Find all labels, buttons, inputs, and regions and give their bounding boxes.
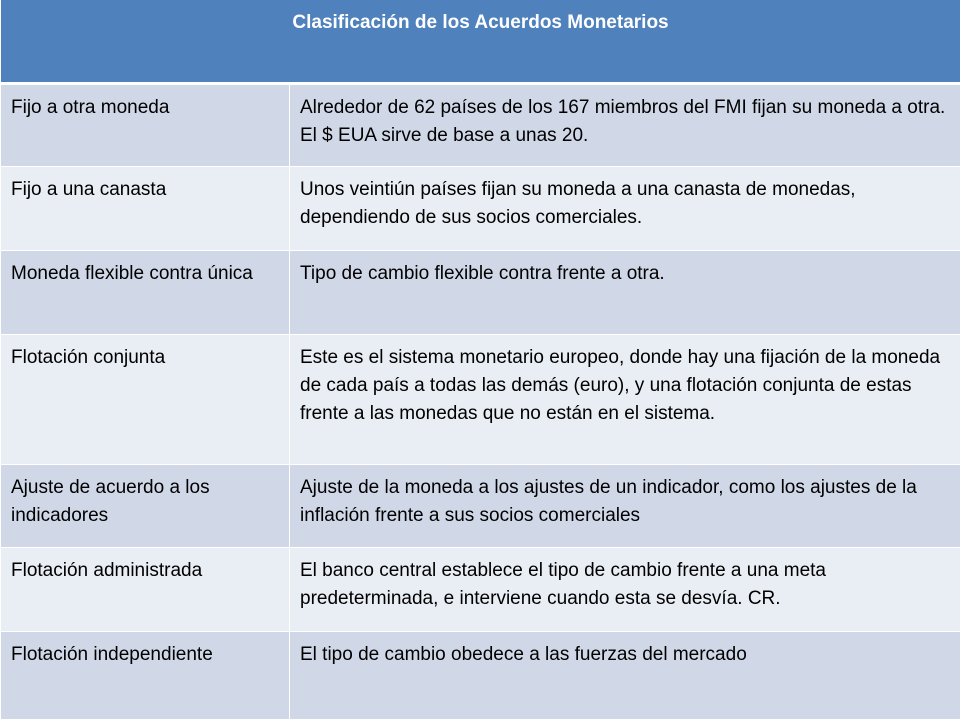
arrangement-description: Ajuste de la moneda a los ajustes de un indicador, como los ajustes de la inflación frente a sus socios comerciales	[290, 464, 960, 548]
table-row	[1, 548, 960, 632]
table-row	[1, 84, 960, 167]
arrangement-description: El banco central establece el tipo de cambio frente a una meta predeterminada, e interviene cuando esta se desvía. CR.	[290, 548, 960, 632]
table-title: Clasificación de los Acuerdos Monetarios	[1, 0, 960, 84]
table-row	[1, 250, 960, 335]
arrangement-type: Moneda flexible contra única	[1, 250, 290, 335]
arrangement-description: Tipo de cambio flexible contra frente a otra.	[290, 250, 960, 335]
arrangement-type: Ajuste de acuerdo a los indicadores	[1, 464, 290, 548]
arrangement-type: Flotación independiente	[1, 632, 290, 720]
table-header-row	[1, 0, 960, 84]
arrangement-type: Flotación conjunta	[1, 335, 290, 464]
table-row	[1, 464, 960, 548]
arrangement-type: Fijo a otra moneda	[1, 84, 290, 167]
arrangement-description: Alrededor de 62 países de los 167 miembros del FMI fijan su moneda a otra. El $ EUA sirve de base a unas 20.	[290, 84, 960, 167]
table-row	[1, 166, 960, 250]
arrangement-description: El tipo de cambio obedece a las fuerzas del mercado	[290, 632, 960, 720]
table-row	[1, 335, 960, 464]
table-row	[1, 632, 960, 720]
arrangement-description: Este es el sistema monetario europeo, donde hay una fijación de la moneda de cada país a todas las demás (euro), y una flotación conjunta de estas frente a las monedas que no están en el sistema.	[290, 335, 960, 464]
arrangement-type: Fijo a una canasta	[1, 166, 290, 250]
arrangement-type: Flotación administrada	[1, 548, 290, 632]
arrangement-description: Unos veintiún países fijan su moneda a una canasta de monedas, dependiendo de sus socios comerciales.	[290, 166, 960, 250]
